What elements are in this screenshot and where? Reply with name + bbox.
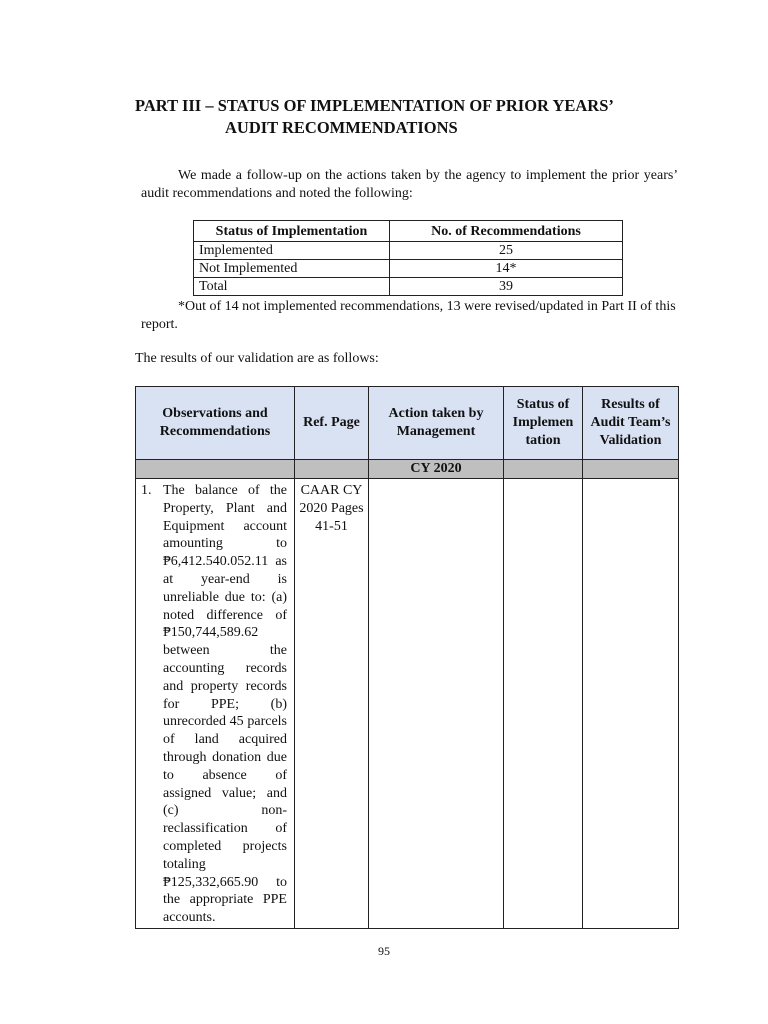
header-ref-page: Ref. Page <box>295 387 369 460</box>
ref-page-cell <box>295 479 369 929</box>
title-line-2: AUDIT RECOMMENDATIONS <box>225 118 458 137</box>
page-title <box>135 95 695 139</box>
cy-label: CY 2020 <box>369 460 504 479</box>
summary-status-cell: Not Implemented <box>194 260 390 278</box>
validation-table <box>135 386 679 929</box>
header-results: Results of Audit Team’s Validation <box>583 387 679 460</box>
header-action: Action taken by Management <box>369 387 504 460</box>
summary-count-cell: 25 <box>390 242 623 260</box>
summary-status-cell: Implemented <box>194 242 390 260</box>
summary-count-cell: 14* <box>390 260 623 278</box>
results-cell <box>583 479 679 929</box>
ref-page-text: CAAR CY 2020 Pages 41-51 <box>299 483 364 534</box>
header-status: Status of Implemen tation <box>504 387 583 460</box>
item-number: 1. <box>141 483 152 498</box>
table-row <box>194 260 623 278</box>
table-row <box>194 278 623 296</box>
header-observations: Observations and Recommendations <box>136 387 295 460</box>
table-row <box>194 242 623 260</box>
status-cell <box>504 479 583 929</box>
summary-status-cell: Total <box>194 278 390 296</box>
table-row <box>136 479 679 929</box>
cy-row <box>136 460 679 479</box>
summary-table <box>193 220 623 296</box>
observation-text: The balance of the Property, Plant and Equipment account amounting to ₱6,412.540.052.11 as at year-end is unreliable due to: (a) noted difference of ₱150,744,589.62 between the accounting records and property records for PPE; (b) unrecorded 45 parcels of land acquired through donation due to absence of assigned value; and (c) non-reclassification of completed projects totaling ₱125,332,665.90 to the appropriate PPE accounts. <box>163 483 287 926</box>
summary-header-count: No. of Recommendations <box>390 221 623 242</box>
page-number: 95 <box>378 944 390 958</box>
summary-header-status: Status of Implementation <box>194 221 390 242</box>
intro-paragraph: We made a follow-up on the actions taken by the agency to implement the prior years’ audit recommendations and noted the following: <box>141 168 678 201</box>
action-cell <box>369 479 504 929</box>
footnote: *Out of 14 not implemented recommendations, 13 were revised/updated in Part II of this report. <box>141 299 676 332</box>
summary-count-cell: 39 <box>390 278 623 296</box>
results-lead-text: The results of our validation are as follows: <box>135 351 379 366</box>
observation-cell <box>136 479 295 929</box>
title-line-1: PART III – STATUS OF IMPLEMENTATION OF PRIOR YEARS’ <box>135 96 614 115</box>
